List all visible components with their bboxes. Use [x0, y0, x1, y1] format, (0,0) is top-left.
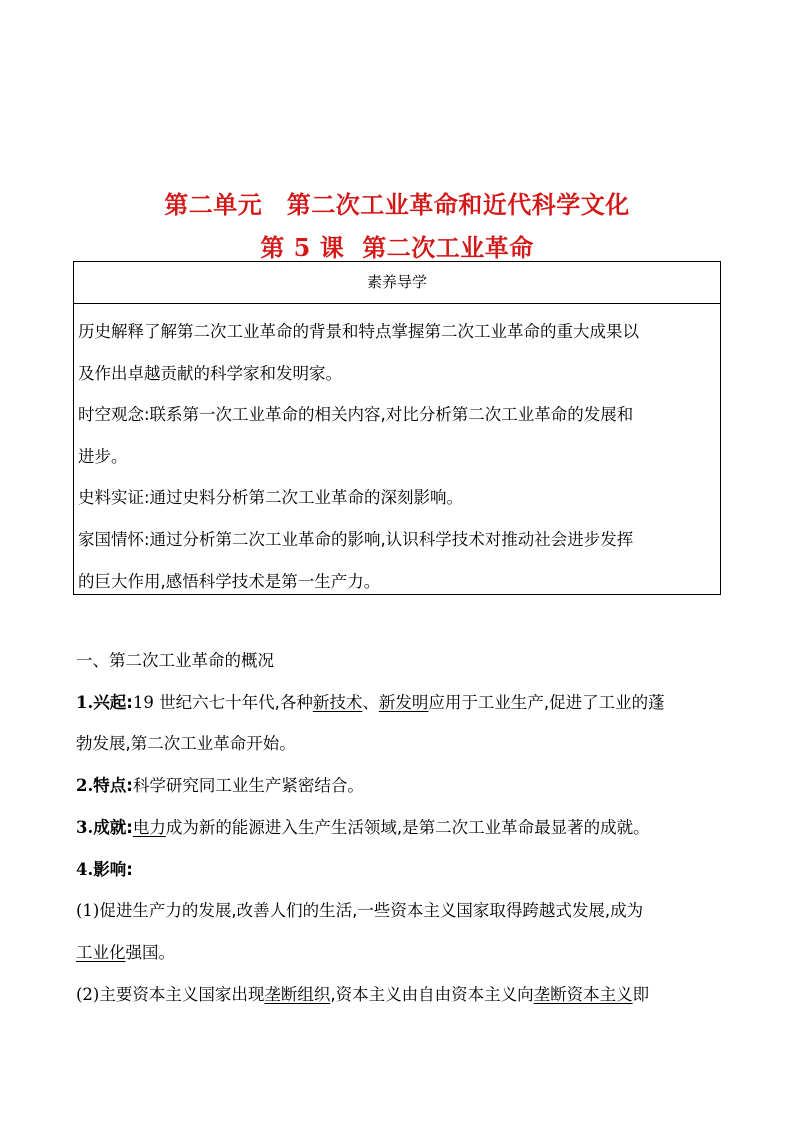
literacy-line: 历史解释了解第二次工业革命的背景和特点掌握第二次工业革命的重大成果以	[78, 322, 639, 341]
item-label: 影响:	[93, 859, 133, 879]
lesson-suffix: 课	[319, 234, 345, 262]
answer-blank: 新发明	[378, 692, 429, 712]
answer-blank: 电力	[132, 817, 166, 837]
item-number: 3.	[76, 817, 94, 837]
item-rise	[76, 682, 724, 724]
item-label: 成就:	[93, 817, 133, 837]
section-heading: 一、第二次工业革命的概况	[76, 651, 274, 670]
impact-point-1-continued	[76, 932, 724, 974]
literacy-guide-body	[74, 304, 720, 602]
item-impact	[76, 849, 724, 891]
item-number: 2.	[76, 776, 94, 796]
item-rise-continued: 勃发展,第二次工业革命开始。	[76, 734, 296, 754]
lesson-name: 第二次工业革命	[362, 234, 534, 262]
sub-marker: (1)	[76, 901, 100, 921]
lesson-title	[0, 228, 794, 263]
impact-point-1	[76, 890, 724, 932]
lesson-content	[76, 640, 724, 1015]
item-text: 、	[362, 692, 379, 712]
item-text: ,资本主义由自由资本主义向	[330, 984, 534, 1004]
answer-blank: 垄断资本主义	[533, 984, 633, 1004]
literacy-line: 及作出卓越贡献的科学家和发明家。	[78, 363, 342, 383]
lesson-number: 5	[293, 233, 311, 262]
item-feature	[76, 765, 724, 807]
item-achievement	[76, 807, 724, 849]
lesson-prefix: 第	[260, 234, 285, 262]
literacy-line: 的巨大作用,感悟科学技术是第一生产力。	[78, 571, 381, 591]
literacy-line: 进步。	[78, 446, 128, 466]
item-number: 4.	[76, 859, 94, 879]
item-text: 主要资本主义国家出现	[99, 984, 265, 1004]
item-label: 特点:	[93, 776, 133, 796]
item-text: 科学研究同工业生产紧密结合。	[132, 776, 364, 796]
answer-blank: 新技术	[312, 692, 363, 712]
item-number: 1.	[76, 692, 94, 712]
literacy-guide-heading: 素养导学	[74, 262, 720, 304]
literacy-line: 时空观念:联系第一次工业革命的相关内容,对比分析第二次工业革命的发展和	[78, 405, 634, 425]
unit-title: 第二单元 第二次工业革命和近代科学文化	[164, 191, 630, 219]
item-text: 成为新的能源进入生产生活领域,是第二次工业革命最显著的成就。	[165, 817, 650, 837]
item-label: 兴起:	[93, 692, 133, 712]
literacy-guide-box	[73, 261, 721, 595]
sub-marker: (2)	[76, 984, 100, 1004]
literacy-line: 史料实证:通过史料分析第二次工业革命的深刻影响。	[78, 488, 464, 508]
item-text: 促进生产力的发展,改善人们的生活,一些资本主义国家取得跨越式发展,成为	[99, 901, 644, 921]
item-text: 应用于工业生产,促进了工业的蓬	[428, 692, 665, 712]
answer-blank: 工业化	[76, 942, 126, 962]
item-text: 强国。	[125, 942, 175, 962]
year-text: 19	[132, 692, 154, 712]
answer-blank: 垄断组织	[264, 984, 331, 1004]
item-text: 世纪六七十年代,各种	[153, 692, 313, 712]
item-text: 即	[632, 984, 650, 1004]
literacy-line: 家国情怀:通过分析第二次工业革命的影响,认识科学技术对推动社会进步发挥	[78, 529, 634, 549]
impact-point-2	[76, 974, 724, 1016]
